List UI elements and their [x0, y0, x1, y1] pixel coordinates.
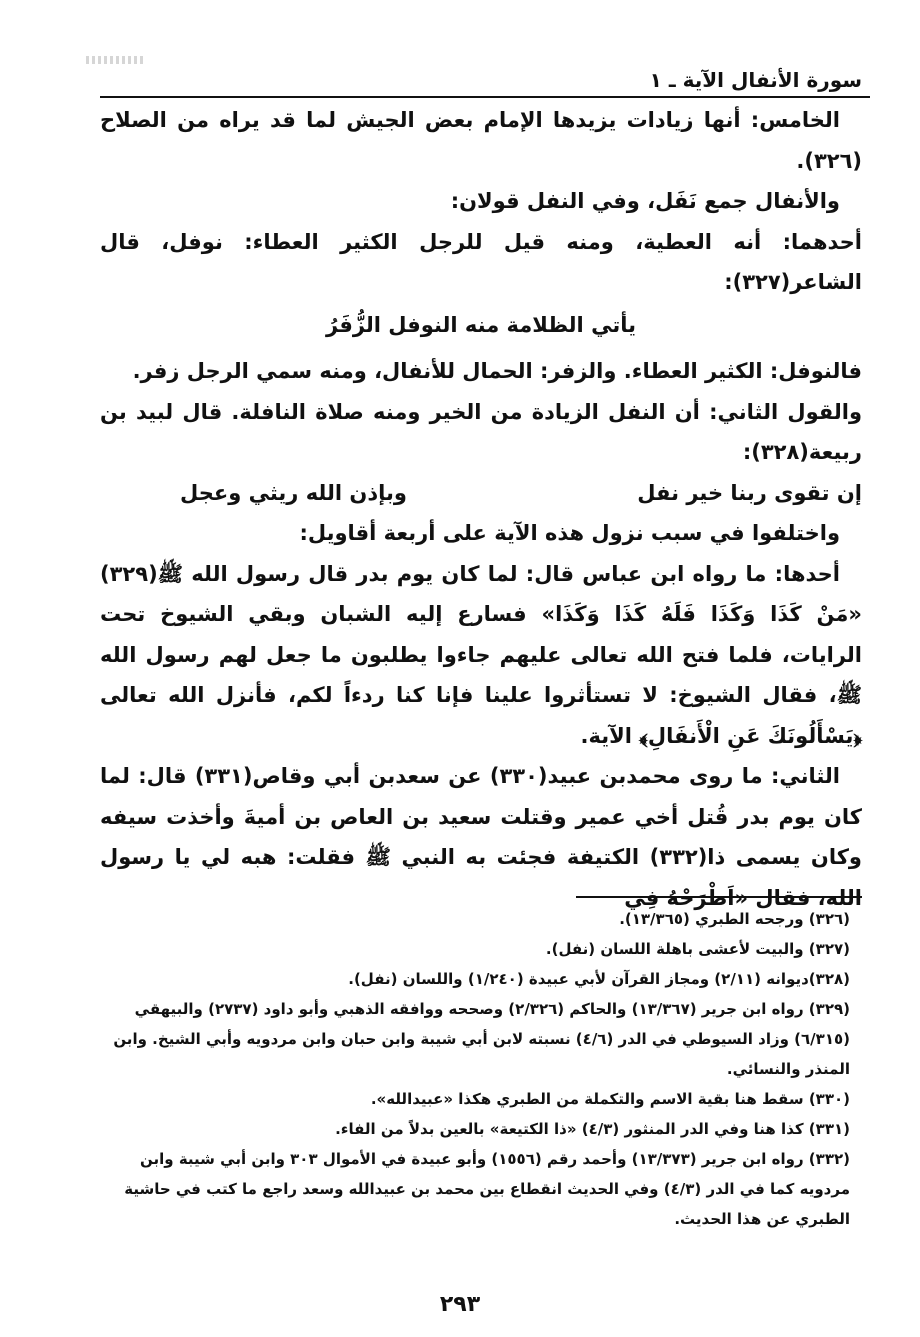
footnote-327: (٣٢٧) والبيت لأعشى باهلة اللسان (نفل). — [545, 940, 850, 958]
footnote-331: (٣٣١) كذا هنا وفي الدر المنثور (٤/٣) «ذا الكتيعة» بالعين بدلاً من الفاء. — [335, 1120, 850, 1138]
footnote-330: (٣٣٠) سقط هنا بقية الاسم والتكملة من الطبري هكذا «عبيدالله». — [370, 1090, 850, 1108]
paragraph-first-opinion: أحدهما: أنه العطية، ومنه قيل للرجل الكثير العطاء: نوفل، قال الشاعر(٣٢٧): — [100, 229, 862, 294]
paragraph-revelation-causes: واختلفوا في سبب نزول هذه الآية على أربعة أقاويل: — [299, 521, 840, 545]
paragraph-anfal-definition: والأنفال جمع نَفَل، وفي النفل قولان: — [450, 189, 840, 213]
footnote-329: (٣٢٩) رواه ابن جرير (١٣/٣٦٧) والحاكم (٢/٣٢٦) وصححه ووافقه الذهبي وأبو داود (٢٧٣٧) والبيهقي (٦/٣١٥) وزاد السيوطي في الدر (٤/٦) نسبته لابن أبي شيبة وابن حبان وابن مردويه وأبي الشيخ. وابن المنذر والنسائي. — [113, 1000, 850, 1078]
paragraph-fifth-opinion: الخامس: أنها زيادات يزيدها الإمام بعض الجيش لما قد يراه من الصلاح (٣٢٦). — [100, 108, 862, 173]
footnote-326: (٣٢٦) ورجحه الطبري (١٣/٣٦٥). — [619, 910, 850, 928]
running-header — [100, 62, 870, 98]
header-title: سورة الأنفال الآية ـ ١ — [649, 68, 862, 92]
footnotes — [100, 904, 850, 1234]
footnote-divider — [576, 896, 862, 898]
paragraph-first-cause: أحدها: ما رواه ابن عباس قال: لما كان يوم بدر قال رسول الله ﷺ(٣٢٩) «مَنْ كَذَا وَكَذَا فَلَهُ كَذَا وَكَذَا» فسارع إليه الشبان وبقي الشيوخ تحت الرايات، فلما فتح الله تعالى عليهم جاءوا يطلبون ما جعل لهم رسول الله ﷺ، فقال الشيوخ: لا تستأثروا علينا فإنا كنا ردءاً لكم، فأنزل الله تعالى ﴿يَسْأَلُونَكَ عَنِ الْأَنفَالِ﴾ الآية. — [100, 561, 862, 748]
paragraph-second-opinion: والقول الثاني: أن النفل الزيادة من الخير ومنه صلاة النافلة. قال لبيد بن ربيعة(٣٢٨): — [100, 399, 862, 464]
verse-hemistich-second: وبإذن الله ريثي وعجل — [180, 480, 407, 505]
verse-line-nawfal: يأتي الظلامة منه النوفل الزُّفَرُ — [326, 312, 636, 337]
paragraph-second-cause: الثاني: ما روى محمدبن عبيد(٣٣٠) عن سعدبن أبي وقاص(٣٣١) قال: لما كان يوم بدر قُتل أخي عمير وقتلت سعيد بن العاص بن أميةَ وأخذت سيفه وكان يسمى ذا(٣٣٢) الكتيفة فجئت به النبي ﷺ فقلت: هبه لي يا رسول الله، فقال «اَطْرَحْهُ فِي — [100, 764, 862, 910]
main-text — [100, 100, 862, 918]
footnote-328: (٣٢٨)ديوانه (٢/١١) ومجاز القرآن لأبي عبيدة (١/٢٤٠) واللسان (نفل). — [348, 970, 850, 988]
page-number: ٢٩٣ — [439, 1292, 481, 1317]
verse-hemistich-first: إن تقوى ربنا خير نفل — [637, 480, 862, 505]
footnote-332: (٣٣٢) رواه ابن جرير (١٣/٣٧٣) وأحمد رقم (١٥٥٦) وأبو عبيدة في الأموال ٣٠٣ وابن أبي شيبة وابن مردويه كما في الدر (٤/٣) وفي الحديث انقطاع بين محمد بن عبيدالله وسعد راجع ما كتب في حاشية الطبري عن هذا الحديث. — [124, 1150, 850, 1228]
paragraph-nawfal-explanation: فالنوفل: الكثير العطاء. والزفر: الحمال للأنفال، ومنه سمي الرجل زفر. — [132, 359, 862, 383]
verse-line-labid — [100, 473, 862, 514]
